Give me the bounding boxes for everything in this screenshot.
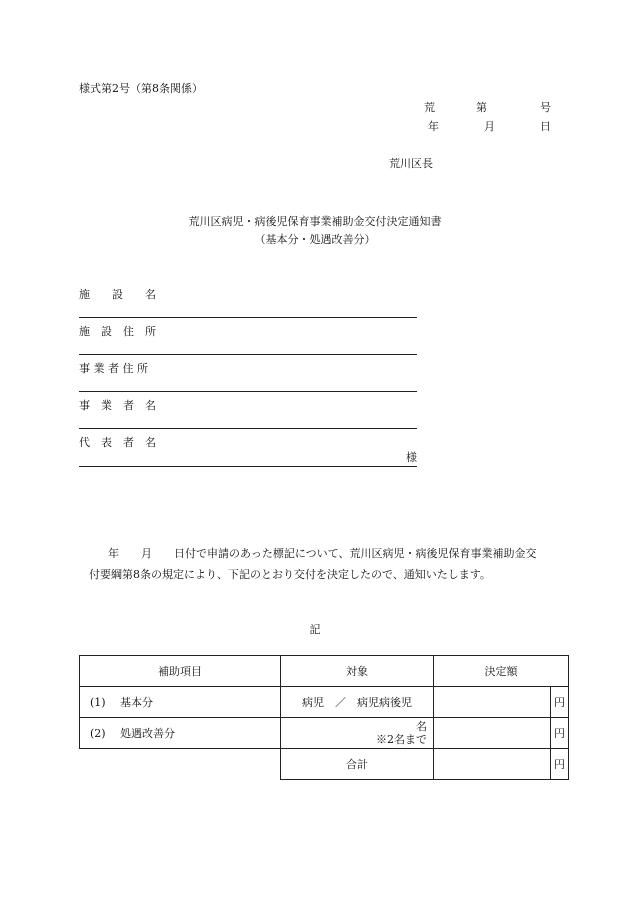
field-label: 代 表 者 名 [79, 436, 156, 449]
date-day: 日 [540, 120, 551, 133]
table-header-row [80, 656, 569, 687]
issuer: 荒川区長 [389, 157, 433, 170]
document-title: 荒川区病児・病後児保育事業補助金交付決定通知書 [188, 215, 442, 228]
ref-prefix: 荒 [424, 101, 435, 114]
date-month: 月 [484, 120, 495, 133]
form-number: 様式第2号（第8条関係） [79, 82, 203, 95]
total-label: 合計 [281, 749, 434, 780]
body-text-line-2: 付要綱第8条の規定により、下記のとおり交付を決定したので、通知いたします。 [89, 568, 491, 581]
header-target: 対象 [281, 656, 434, 687]
table-row [80, 718, 569, 749]
item-number: (1) [90, 696, 106, 709]
table-row [80, 687, 569, 718]
field-label: 事 業 者 名 [79, 399, 156, 412]
date-year: 年 [428, 120, 439, 133]
ki-heading: 記 [309, 623, 321, 636]
reference-number-line [424, 99, 551, 115]
honorific: 様 [406, 451, 417, 464]
field-label: 事 業 者 住 所 [79, 362, 148, 375]
item-cell [80, 718, 281, 749]
unit-cell: 円 [551, 687, 569, 718]
target-cell[interactable] [281, 718, 434, 749]
issue-date-line [428, 118, 551, 134]
unit-cell: 円 [551, 718, 569, 749]
field-representative-name[interactable] [79, 434, 417, 467]
target-limit-note: ※2名まで [376, 733, 427, 746]
body-text-line-1: 年 月 日付で申請のあった標記について、荒川区病児・病後児保育事業補助金交 [108, 547, 537, 560]
amount-cell[interactable] [434, 687, 551, 718]
item-number: (2) [90, 727, 106, 740]
field-facility-name[interactable] [79, 286, 417, 318]
item-cell [80, 687, 281, 718]
item-label: 処遇改善分 [120, 727, 175, 740]
ref-suffix: 号 [540, 101, 551, 114]
header-item: 補助項目 [80, 656, 281, 687]
ref-mid: 第 [476, 101, 487, 114]
total-amount-cell[interactable] [434, 749, 551, 780]
amount-cell[interactable] [434, 718, 551, 749]
subsidy-table [79, 655, 569, 780]
field-label: 施 設 住 所 [79, 325, 156, 338]
header-amount: 決定額 [434, 656, 569, 687]
total-unit-cell: 円 [551, 749, 569, 780]
item-label: 基本分 [120, 696, 153, 709]
document-subtitle: （基本分・処遇改善分） [254, 233, 376, 246]
table-total-row [80, 749, 569, 780]
target-count-unit: 名 [416, 720, 427, 733]
blank-cell [80, 749, 281, 780]
field-label: 施 設 名 [79, 288, 156, 301]
target-cell[interactable]: 病児 ／ 病児病後児 [281, 687, 434, 718]
field-facility-address[interactable] [79, 323, 417, 355]
field-operator-name[interactable] [79, 397, 417, 429]
field-operator-address[interactable] [79, 360, 417, 392]
